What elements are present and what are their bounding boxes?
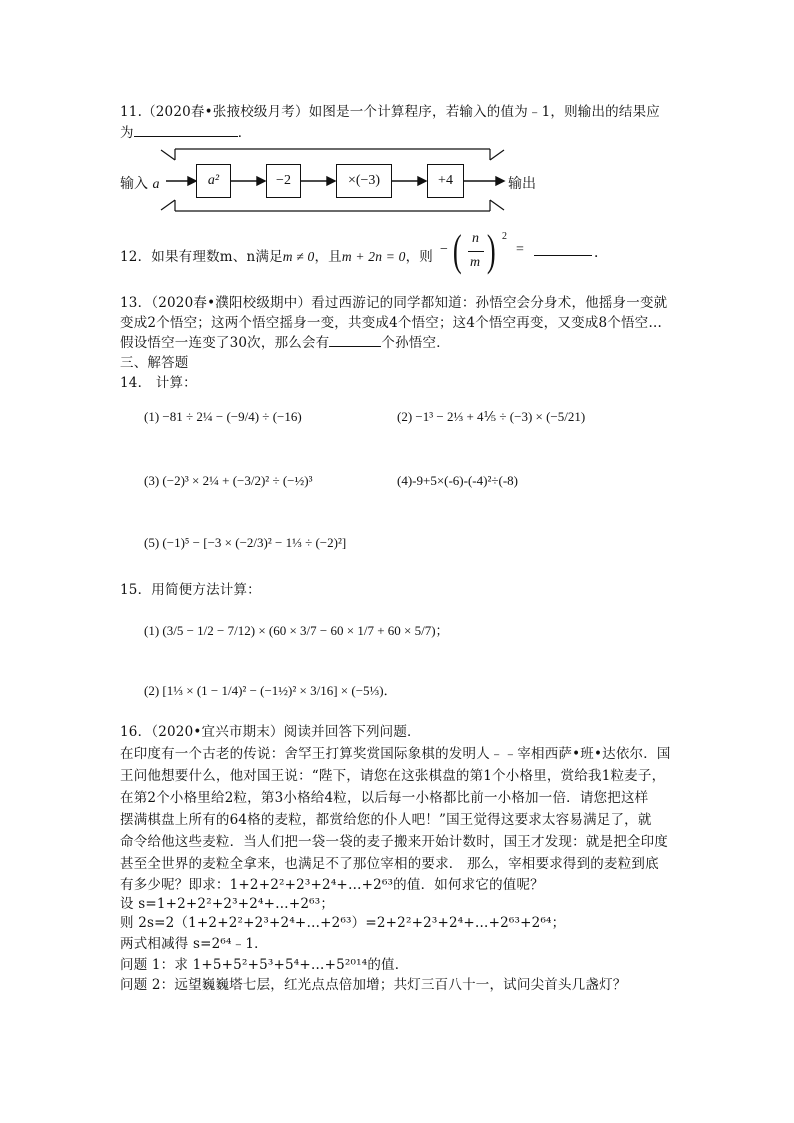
q12-answer-blank — [534, 243, 592, 256]
q14-title: 14． 计算： — [120, 375, 197, 391]
q13-line2: 变成2个悟空；这两个悟空摇身一变，共变成4个悟空；这4个悟空再变，又变成8个悟空… — [120, 315, 663, 331]
input-label: 输入 a — [120, 176, 160, 192]
q12-text: 12．如果有理数m、n满足 — [120, 249, 283, 265]
q15-part1: (1) (3/5 − 1/2 − 7/12) × (60 × 3/7 − 60 × 1/7 + 60 × 5/7)； — [144, 623, 449, 638]
q13-answer-blank — [329, 334, 381, 347]
q11-line1: 11.（2020春•张掖校级月考）如图是一个计算程序，若输入的值为﹣1，则输出的结果应 — [120, 104, 660, 120]
q12-line — [120, 245, 433, 265]
q15-title: 15．用简便方法计算： — [120, 582, 261, 598]
q16-line: 两式相减得 s=2⁶⁴﹣1． — [120, 936, 268, 952]
q14-part3: (3) (−2)³ × 2¼ + (−3/2)² ÷ (−½)³ — [144, 473, 313, 488]
q16-line: 问题 2：远望巍巍塔七层，红光点点倍加增；共灯三百八十一，试问尖首头几盏灯？ — [120, 977, 627, 993]
q16-line: 有多少呢？即求：1+2+2²+2³+2⁴+…+2⁶³的值．如何求它的值呢？ — [120, 877, 544, 893]
q16-line: 问题 1：求 1+5+5²+5³+5⁴+…+5²⁰¹⁴的值． — [120, 957, 409, 973]
q15-part2: (2) [1⅓ × (1 − 1/4)² − (−1½)² × 3/16] × (−5⅓)． — [144, 683, 397, 698]
q12-cond2: m + 2n = 0 — [341, 249, 406, 264]
q16-line: 王问他想要什么，他对国王说：“陛下，请您在这张棋盘的第1个小格里，赏给我1粒麦子， — [120, 768, 666, 784]
q12-mid: ，且 — [314, 249, 342, 265]
q11-line2 — [120, 121, 251, 141]
q16-line: 设 s=1+2+2²+2³+2⁴+…+2⁶³； — [120, 896, 335, 912]
section-heading: 三、解答题 — [120, 355, 189, 371]
q16-line: 摆满棋盘上所有的64格的麦粒，都赏给您的仆人吧！”国王觉得这要求太容易满足了，就 — [120, 812, 652, 828]
box-square: a² — [196, 164, 231, 198]
q16-line: 在印度有一个古老的传说：舍罕王打算奖赏国际象棋的发明人﹣﹣宰相西萨•班•达依尔．国 — [120, 746, 671, 762]
q13-text-a: 假设悟空一连变了30次，那么会有 — [120, 335, 330, 351]
q13-text-b: 个孙悟空． — [381, 335, 450, 351]
box-plus-4: +4 — [427, 164, 464, 198]
diagram-frame — [118, 148, 548, 216]
q11-text-b: 为 — [120, 125, 134, 141]
q16-line: 甚至全世界的麦粒全拿来，也满足不了那位宰相的要求． 那么，宰相要求得到的麦粒到底 — [120, 856, 659, 872]
q16-title: 16．（2020•宜兴市期末）阅读并回答下列问题． — [120, 724, 421, 740]
q13-line3 — [120, 331, 450, 351]
q12-cond1: m ≠ 0 — [282, 249, 315, 264]
q14-part1: (1) −81 ÷ 2¼ − (−9/4) ÷ (−16) — [144, 409, 302, 424]
calc-program-diagram — [118, 148, 548, 216]
q13-line1: 13．（2020春•濮阳校级期中）看过西游记的同学都知道：孙悟空会分身术，他摇身一变就 — [120, 295, 668, 311]
q16-line: 在第2个小格里给2粒，第3小格给4粒，以后每一小格都比前一小格加一倍．请您把这样 — [120, 790, 649, 806]
q14-part5: (5) (−1)⁵ − [−3 × (−2/3)² − 1⅓ ÷ (−2)²] — [144, 535, 347, 550]
q14-part2: (2) −1³ − 2⅓ + 4⅕ ÷ (−3) × (−5/21) — [397, 409, 586, 424]
q16-line: 命令给他这些麦粒．当人们把一袋一袋的麦子搬来开始计数时，国王才发现：就是把全印度 — [120, 834, 668, 850]
q16-line: 则 2s=2（1+2+2²+2³+2⁴+…+2⁶³）=2+2²+2³+2⁴+…+2⁶³+2⁶⁴； — [120, 915, 566, 931]
q12-then: ，则 — [405, 249, 433, 265]
box-minus-2: −2 — [266, 164, 301, 198]
q14-part4: (4)-9+5×(-6)-(-4)²÷(-8) — [397, 473, 518, 488]
q11-answer-blank — [134, 124, 238, 137]
output-label: 输出 — [508, 176, 536, 192]
box-times-neg3: ×(−3) — [336, 164, 392, 198]
q11-text-end: ． — [237, 125, 252, 141]
